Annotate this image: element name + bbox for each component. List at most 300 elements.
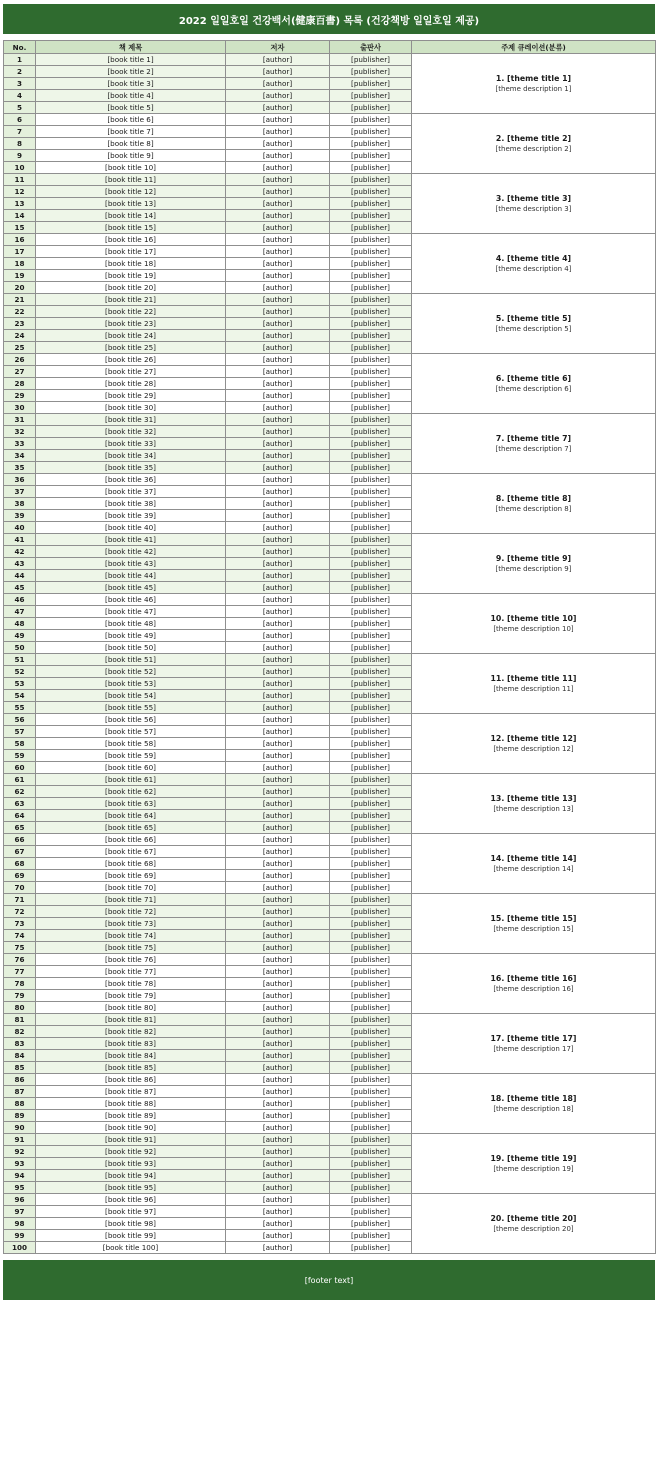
book-publisher: [publisher] (330, 582, 412, 594)
table-row (4, 534, 656, 546)
theme-cell (412, 534, 656, 594)
book-author: [author] (226, 162, 330, 174)
book-number: 10 (4, 162, 36, 174)
theme-description: [theme description 5] (495, 324, 572, 333)
book-publisher: [publisher] (330, 786, 412, 798)
book-title: [book title 76] (36, 954, 226, 966)
book-title: [book title 19] (36, 270, 226, 282)
book-title: [book title 46] (36, 594, 226, 606)
book-title: [book title 41] (36, 534, 226, 546)
book-author: [author] (226, 1002, 330, 1014)
book-publisher: [publisher] (330, 558, 412, 570)
book-title: [book title 13] (36, 198, 226, 210)
book-title: [book title 8] (36, 138, 226, 150)
book-title: [book title 29] (36, 390, 226, 402)
book-title: [book title 70] (36, 882, 226, 894)
book-author: [author] (226, 438, 330, 450)
book-title: [book title 77] (36, 966, 226, 978)
book-author: [author] (226, 498, 330, 510)
book-number: 3 (4, 78, 36, 90)
book-author: [author] (226, 186, 330, 198)
book-title: [book title 36] (36, 474, 226, 486)
book-number: 22 (4, 306, 36, 318)
book-publisher: [publisher] (330, 798, 412, 810)
book-author: [author] (226, 594, 330, 606)
book-publisher: [publisher] (330, 510, 412, 522)
book-author: [author] (226, 1218, 330, 1230)
book-publisher: [publisher] (330, 198, 412, 210)
table-row (4, 114, 656, 126)
book-author: [author] (226, 774, 330, 786)
book-publisher: [publisher] (330, 1014, 412, 1026)
theme-title: 13. [theme title 13] (490, 793, 577, 803)
book-number: 54 (4, 690, 36, 702)
book-number: 11 (4, 174, 36, 186)
book-title: [book title 68] (36, 858, 226, 870)
book-author: [author] (226, 894, 330, 906)
book-publisher: [publisher] (330, 234, 412, 246)
theme-title: 7. [theme title 7] (495, 433, 572, 443)
book-title: [book title 65] (36, 822, 226, 834)
book-title: [book title 17] (36, 246, 226, 258)
book-title: [book title 47] (36, 606, 226, 618)
book-publisher: [publisher] (330, 102, 412, 114)
book-number: 37 (4, 486, 36, 498)
book-publisher: [publisher] (330, 1086, 412, 1098)
book-author: [author] (226, 270, 330, 282)
theme-description: [theme description 12] (493, 744, 574, 753)
table-row (4, 174, 656, 186)
book-number: 63 (4, 798, 36, 810)
theme-description: [theme description 20] (493, 1224, 574, 1233)
book-author: [author] (226, 702, 330, 714)
book-publisher: [publisher] (330, 726, 412, 738)
book-author: [author] (226, 402, 330, 414)
book-publisher: [publisher] (330, 954, 412, 966)
book-number: 16 (4, 234, 36, 246)
book-author: [author] (226, 294, 330, 306)
theme-cell (412, 1194, 656, 1254)
book-publisher: [publisher] (330, 774, 412, 786)
book-author: [author] (226, 474, 330, 486)
book-title: [book title 86] (36, 1074, 226, 1086)
book-number: 70 (4, 882, 36, 894)
book-title: [book title 51] (36, 654, 226, 666)
book-number: 19 (4, 270, 36, 282)
theme-title: 2. [theme title 2] (495, 133, 572, 143)
book-author: [author] (226, 1062, 330, 1074)
book-number: 8 (4, 138, 36, 150)
book-author: [author] (226, 1206, 330, 1218)
book-number: 17 (4, 246, 36, 258)
book-number: 45 (4, 582, 36, 594)
book-author: [author] (226, 654, 330, 666)
book-title: [book title 90] (36, 1122, 226, 1134)
book-number: 93 (4, 1158, 36, 1170)
book-number: 12 (4, 186, 36, 198)
book-publisher: [publisher] (330, 522, 412, 534)
book-title: [book title 4] (36, 90, 226, 102)
book-publisher: [publisher] (330, 90, 412, 102)
theme-cell (412, 954, 656, 1014)
book-title: [book title 1] (36, 54, 226, 66)
book-number: 98 (4, 1218, 36, 1230)
book-number: 25 (4, 342, 36, 354)
book-publisher: [publisher] (330, 78, 412, 90)
book-author: [author] (226, 102, 330, 114)
theme-title: 8. [theme title 8] (495, 493, 572, 503)
book-publisher: [publisher] (330, 174, 412, 186)
book-number: 57 (4, 726, 36, 738)
book-title: [book title 84] (36, 1050, 226, 1062)
book-publisher: [publisher] (330, 342, 412, 354)
book-publisher: [publisher] (330, 186, 412, 198)
book-title: [book title 52] (36, 666, 226, 678)
book-title: [book title 53] (36, 678, 226, 690)
book-number: 76 (4, 954, 36, 966)
book-title: [book title 28] (36, 378, 226, 390)
book-author: [author] (226, 486, 330, 498)
book-publisher: [publisher] (330, 1050, 412, 1062)
book-title: [book title 2] (36, 66, 226, 78)
book-author: [author] (226, 918, 330, 930)
book-author: [author] (226, 354, 330, 366)
book-number: 67 (4, 846, 36, 858)
column-header-no: No. (4, 41, 36, 54)
book-number: 2 (4, 66, 36, 78)
book-publisher: [publisher] (330, 1002, 412, 1014)
book-title: [book title 56] (36, 714, 226, 726)
book-number: 80 (4, 1002, 36, 1014)
book-author: [author] (226, 450, 330, 462)
table-header-row (4, 41, 656, 54)
book-title: [book title 3] (36, 78, 226, 90)
book-author: [author] (226, 198, 330, 210)
book-author: [author] (226, 210, 330, 222)
theme-description: [theme description 10] (493, 624, 574, 633)
book-publisher: [publisher] (330, 246, 412, 258)
theme-title: 18. [theme title 18] (490, 1093, 577, 1103)
theme-title: 6. [theme title 6] (495, 373, 572, 383)
book-number: 27 (4, 366, 36, 378)
book-author: [author] (226, 762, 330, 774)
book-title: [book title 63] (36, 798, 226, 810)
book-number: 33 (4, 438, 36, 450)
book-title: [book title 50] (36, 642, 226, 654)
book-publisher: [publisher] (330, 1110, 412, 1122)
book-publisher: [publisher] (330, 1098, 412, 1110)
book-author: [author] (226, 426, 330, 438)
book-publisher: [publisher] (330, 1158, 412, 1170)
book-number: 35 (4, 462, 36, 474)
book-number: 30 (4, 402, 36, 414)
book-number: 40 (4, 522, 36, 534)
book-number: 23 (4, 318, 36, 330)
book-publisher: [publisher] (330, 870, 412, 882)
theme-cell (412, 1014, 656, 1074)
theme-title: 12. [theme title 12] (490, 733, 577, 743)
book-number: 36 (4, 474, 36, 486)
book-number: 48 (4, 618, 36, 630)
book-title: [book title 78] (36, 978, 226, 990)
theme-title: 9. [theme title 9] (495, 553, 572, 563)
book-author: [author] (226, 834, 330, 846)
book-publisher: [publisher] (330, 678, 412, 690)
column-header-theme: 주제 큐레이션(분류) (412, 41, 656, 54)
book-number: 88 (4, 1098, 36, 1110)
book-title: [book title 67] (36, 846, 226, 858)
book-author: [author] (226, 534, 330, 546)
book-number: 49 (4, 630, 36, 642)
book-number: 92 (4, 1146, 36, 1158)
book-publisher: [publisher] (330, 330, 412, 342)
book-author: [author] (226, 222, 330, 234)
book-author: [author] (226, 1110, 330, 1122)
book-title: [book title 69] (36, 870, 226, 882)
theme-description: [theme description 1] (495, 84, 572, 93)
book-title: [book title 25] (36, 342, 226, 354)
theme-title: 14. [theme title 14] (490, 853, 577, 863)
book-publisher: [publisher] (330, 630, 412, 642)
theme-cell (412, 1074, 656, 1134)
theme-cell (412, 414, 656, 474)
book-publisher: [publisher] (330, 570, 412, 582)
theme-title: 10. [theme title 10] (490, 613, 577, 623)
book-title: [book title 34] (36, 450, 226, 462)
theme-description: [theme description 18] (493, 1104, 574, 1113)
book-author: [author] (226, 1242, 330, 1254)
book-publisher: [publisher] (330, 930, 412, 942)
theme-cell (412, 174, 656, 234)
book-author: [author] (226, 126, 330, 138)
book-number: 13 (4, 198, 36, 210)
book-number: 26 (4, 354, 36, 366)
book-publisher: [publisher] (330, 282, 412, 294)
book-author: [author] (226, 114, 330, 126)
book-publisher: [publisher] (330, 690, 412, 702)
book-publisher: [publisher] (330, 54, 412, 66)
book-number: 46 (4, 594, 36, 606)
book-publisher: [publisher] (330, 714, 412, 726)
book-title: [book title 95] (36, 1182, 226, 1194)
book-publisher: [publisher] (330, 810, 412, 822)
book-number: 28 (4, 378, 36, 390)
table-row (4, 894, 656, 906)
book-publisher: [publisher] (330, 942, 412, 954)
theme-description: [theme description 11] (493, 684, 574, 693)
theme-description: [theme description 6] (495, 384, 572, 393)
book-number: 68 (4, 858, 36, 870)
book-publisher: [publisher] (330, 1038, 412, 1050)
book-author: [author] (226, 522, 330, 534)
book-number: 32 (4, 426, 36, 438)
book-title: [book title 24] (36, 330, 226, 342)
book-author: [author] (226, 954, 330, 966)
book-title: [book title 89] (36, 1110, 226, 1122)
book-number: 43 (4, 558, 36, 570)
theme-cell (412, 1134, 656, 1194)
book-title: [book title 71] (36, 894, 226, 906)
book-title: [book title 23] (36, 318, 226, 330)
book-author: [author] (226, 54, 330, 66)
table-row (4, 834, 656, 846)
book-title: [book title 97] (36, 1206, 226, 1218)
book-number: 59 (4, 750, 36, 762)
book-publisher: [publisher] (330, 438, 412, 450)
table-row (4, 234, 656, 246)
table-row (4, 654, 656, 666)
book-number: 42 (4, 546, 36, 558)
table-row (4, 474, 656, 486)
book-publisher: [publisher] (330, 642, 412, 654)
book-number: 64 (4, 810, 36, 822)
book-title: [book title 83] (36, 1038, 226, 1050)
book-publisher: [publisher] (330, 822, 412, 834)
book-number: 74 (4, 930, 36, 942)
book-publisher: [publisher] (330, 858, 412, 870)
theme-cell (412, 114, 656, 174)
book-publisher: [publisher] (330, 1062, 412, 1074)
book-author: [author] (226, 390, 330, 402)
book-author: [author] (226, 822, 330, 834)
book-publisher: [publisher] (330, 126, 412, 138)
book-number: 39 (4, 510, 36, 522)
book-author: [author] (226, 642, 330, 654)
theme-description: [theme description 14] (493, 864, 574, 873)
book-author: [author] (226, 1158, 330, 1170)
book-publisher: [publisher] (330, 534, 412, 546)
book-author: [author] (226, 630, 330, 642)
book-title: [book title 54] (36, 690, 226, 702)
book-title: [book title 10] (36, 162, 226, 174)
book-author: [author] (226, 1014, 330, 1026)
book-author: [author] (226, 750, 330, 762)
book-author: [author] (226, 582, 330, 594)
book-number: 84 (4, 1050, 36, 1062)
book-author: [author] (226, 966, 330, 978)
book-title: [book title 60] (36, 762, 226, 774)
book-publisher: [publisher] (330, 354, 412, 366)
book-title: [book title 91] (36, 1134, 226, 1146)
book-title: [book title 16] (36, 234, 226, 246)
book-number: 24 (4, 330, 36, 342)
theme-cell (412, 834, 656, 894)
book-number: 73 (4, 918, 36, 930)
book-title: [book title 74] (36, 930, 226, 942)
book-number: 65 (4, 822, 36, 834)
book-author: [author] (226, 666, 330, 678)
book-number: 78 (4, 978, 36, 990)
book-author: [author] (226, 714, 330, 726)
theme-description: [theme description 9] (495, 564, 572, 573)
book-publisher: [publisher] (330, 162, 412, 174)
book-author: [author] (226, 678, 330, 690)
book-author: [author] (226, 870, 330, 882)
book-publisher: [publisher] (330, 882, 412, 894)
book-number: 21 (4, 294, 36, 306)
book-title: [book title 49] (36, 630, 226, 642)
book-publisher: [publisher] (330, 210, 412, 222)
book-number: 4 (4, 90, 36, 102)
book-publisher: [publisher] (330, 66, 412, 78)
book-number: 75 (4, 942, 36, 954)
book-number: 1 (4, 54, 36, 66)
theme-cell (412, 654, 656, 714)
book-title: [book title 64] (36, 810, 226, 822)
book-title: [book title 62] (36, 786, 226, 798)
book-author: [author] (226, 726, 330, 738)
book-number: 69 (4, 870, 36, 882)
book-number: 77 (4, 966, 36, 978)
theme-description: [theme description 15] (493, 924, 574, 933)
table-row (4, 294, 656, 306)
theme-cell (412, 894, 656, 954)
book-publisher: [publisher] (330, 462, 412, 474)
book-number: 58 (4, 738, 36, 750)
book-number: 79 (4, 990, 36, 1002)
theme-description: [theme description 7] (495, 444, 572, 453)
book-author: [author] (226, 258, 330, 270)
book-publisher: [publisher] (330, 1026, 412, 1038)
book-number: 89 (4, 1110, 36, 1122)
theme-title: 3. [theme title 3] (495, 193, 572, 203)
book-title: [book title 26] (36, 354, 226, 366)
theme-title: 11. [theme title 11] (490, 673, 577, 683)
book-number: 97 (4, 1206, 36, 1218)
book-author: [author] (226, 1194, 330, 1206)
book-title: [book title 12] (36, 186, 226, 198)
book-publisher: [publisher] (330, 318, 412, 330)
book-title: [book title 93] (36, 1158, 226, 1170)
book-author: [author] (226, 510, 330, 522)
book-title: [book title 48] (36, 618, 226, 630)
book-number: 95 (4, 1182, 36, 1194)
book-author: [author] (226, 846, 330, 858)
theme-title: 20. [theme title 20] (490, 1213, 577, 1223)
book-publisher: [publisher] (330, 1206, 412, 1218)
book-author: [author] (226, 978, 330, 990)
theme-cell (412, 294, 656, 354)
column-header-author: 저자 (226, 41, 330, 54)
book-publisher: [publisher] (330, 654, 412, 666)
book-author: [author] (226, 66, 330, 78)
book-title: [book title 31] (36, 414, 226, 426)
book-number: 56 (4, 714, 36, 726)
book-title: [book title 58] (36, 738, 226, 750)
book-author: [author] (226, 690, 330, 702)
theme-title: 4. [theme title 4] (495, 253, 572, 263)
book-publisher: [publisher] (330, 978, 412, 990)
book-number: 55 (4, 702, 36, 714)
book-title: [book title 94] (36, 1170, 226, 1182)
book-title: [book title 42] (36, 546, 226, 558)
book-author: [author] (226, 930, 330, 942)
book-author: [author] (226, 1026, 330, 1038)
book-title: [book title 61] (36, 774, 226, 786)
book-publisher: [publisher] (330, 414, 412, 426)
table-row (4, 774, 656, 786)
book-number: 52 (4, 666, 36, 678)
book-title: [book title 39] (36, 510, 226, 522)
book-number: 15 (4, 222, 36, 234)
book-number: 96 (4, 1194, 36, 1206)
book-publisher: [publisher] (330, 390, 412, 402)
book-publisher: [publisher] (330, 114, 412, 126)
book-number: 29 (4, 390, 36, 402)
book-title: [book title 80] (36, 1002, 226, 1014)
book-number: 91 (4, 1134, 36, 1146)
book-title: [book title 35] (36, 462, 226, 474)
